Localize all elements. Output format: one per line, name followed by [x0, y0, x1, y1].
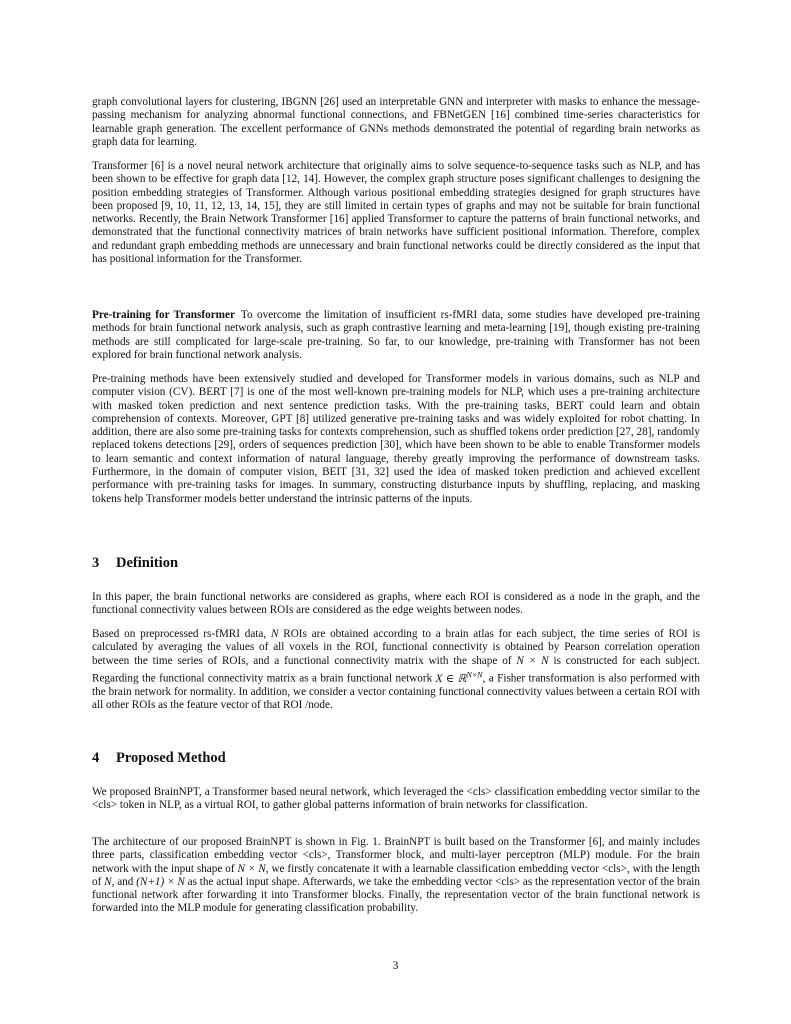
paragraph-brainnpt-intro: We proposed BrainNPT, a Transformer based neural network, which leveraged the <cls> classification embedding vector similar to the <cls> token in NLP, as a virtual ROI, to gather global patterns information of brain networks for classification.: [92, 786, 700, 812]
math-x-in-r: X ∈ ℝ$^{N\times N}$: [435, 669, 483, 685]
paragraph-transformer-related-work: Transformer [6] is a novel neural network architecture that originally aims to solve sequence-to-sequence tasks such as NLP, and has been shown to be effective for graph data [12, 14]. However, the complex graph structure poses significant challenges to designing the position embedding strategies of Transformer. Although various positional embedding strategies designed for graph structures have been proposed [9, 10, 11, 12, 13, 14, 15], they are still limited in certain types of graphs and may not be suitable for brain functional networks. Recently, the Brain Network Transformer [16] applied Transformer to capture the patterns of brain functional networks, and demonstrated that the functional connectivity matrices of brain networks have sufficient positional information. Therefore, complex and redundant graph embedding methods are unnecessary and brain functional networks could be directly considered as the input that has positional information for the Transformer.: [92, 160, 700, 266]
paragraph-pretraining-methods: Pre-training methods have been extensively studied and developed for Transformer models in various domains, such as NLP and computer vision (CV). BERT [7] is one of the most well-known pre-training models for NLP, which uses a pre-training architecture with masked token prediction and next sentence prediction tasks. With the pre-training tasks, BERT could learn and obtain comprehension of contexts. Moreover, GPT [8] utilized generative pre-training tasks and was widely exploited for robot chatting. In addition, there are also some pre-training tasks for contexts comprehension, such as shuffled tokens order prediction [27, 28], randomly replaced tokens detections [29], orders of sequences prediction [30], which have been shown to be able to enable Transformer models to learn semantic and context information of natural language, thereby greatly improving the performance of downstream tasks. Furthermore, in the domain of computer vision, BEIT [31, 32] used the idea of masked token prediction and achieved excellent performance with pre-training tasks for images. In summary, constructing disturbance inputs by shuffling, replacing, and masking tokens help Transformer models better understand the intrinsic patterns of the inputs.: [92, 373, 700, 505]
page-number: 3: [392, 960, 399, 972]
run-in-heading: Pre-training for Transformer: [92, 309, 235, 321]
math-n-plus-1-by-n: (N+1) × N: [136, 875, 185, 888]
math-n: N: [270, 628, 279, 640]
paragraph-definition-graphs: In this paper, the brain functional networks are considered as graphs, where each ROI is considered as a node in the graph, and the functional connectivity values between ROIs are considered as the edge weights between nodes.: [92, 591, 700, 617]
section-heading-proposed-method: 4 Proposed Method: [92, 750, 226, 766]
math-n-length: N: [104, 875, 112, 888]
math-n-by-n-input: N × N: [237, 862, 266, 875]
paragraph-definition-preprocessing: Based on preprocessed rs-fMRI data, N ROIs are obtained according to a brain atlas for each subject, the time series of ROI is calculated by averaging the values of all voxels in the ROI, functional connectivity is obtained by Pearson correlation operation between the time series of ROIs, and a functional connectivity matrix with the shape of N × N is constructed for each subject. Regarding the functional connectivity matrix as a brain functional network X ∈ ℝ$^{N\times N}$, a Fisher transformation is also performed with the brain network for normality. In addition, we consider a vector containing functional connectivity values between a certain ROI with all other ROIs as the feature vector of that ROI /node.: [92, 628, 701, 712]
math-n-by-n: N × N: [516, 654, 549, 667]
paragraph-brainnpt-architecture: The architecture of our proposed BrainNPT is shown in Fig. 1. BrainNPT is built based on the Transformer [6], and mainly includes three parts, classification embedding vector <cls>, Transformer block, and multi-layer perceptron (MLP) module. For the brain network with the input shape of N × N, we firstly concatenate it with a learnable classification embedding vector <cls>, with the length of N, and (N+1) × N as the actual input shape. Afterwards, we take the embedding vector <cls> as the representation vector of the brain functional network after forwarding it into Transformer blocks. Finally, the representation vector of the brain functional network is forwarded into the MLP module for generating classification probability.: [92, 836, 701, 915]
section-heading-definition: 3 Definition: [92, 555, 179, 571]
paragraph-gnn-related-work: graph convolutional layers for clustering, IBGNN [26] used an interpretable GNN and interpreter with masks to enhance the message-passing mechanism for analyzing abnormal functional connections, and FBNetGEN [16] combined time-series characteristics for learnable graph generation. The excellent performance of GNNs methods demonstrated the potential of regarding brain networks as graph data for learning.: [92, 96, 700, 148]
paragraph-pretraining-transformer: Pre-training for Transformer To overcome the limitation of insufficient rs-fMRI data, some studies have developed pre-training methods for brain functional network analysis, such as graph contrastive learning and meta-learning [19], though existing pre-training methods are still complicated for large-scale pre-training. So far, to our knowledge, pre-training with Transformer has not been explored for brain functional network analysis.: [92, 309, 700, 361]
